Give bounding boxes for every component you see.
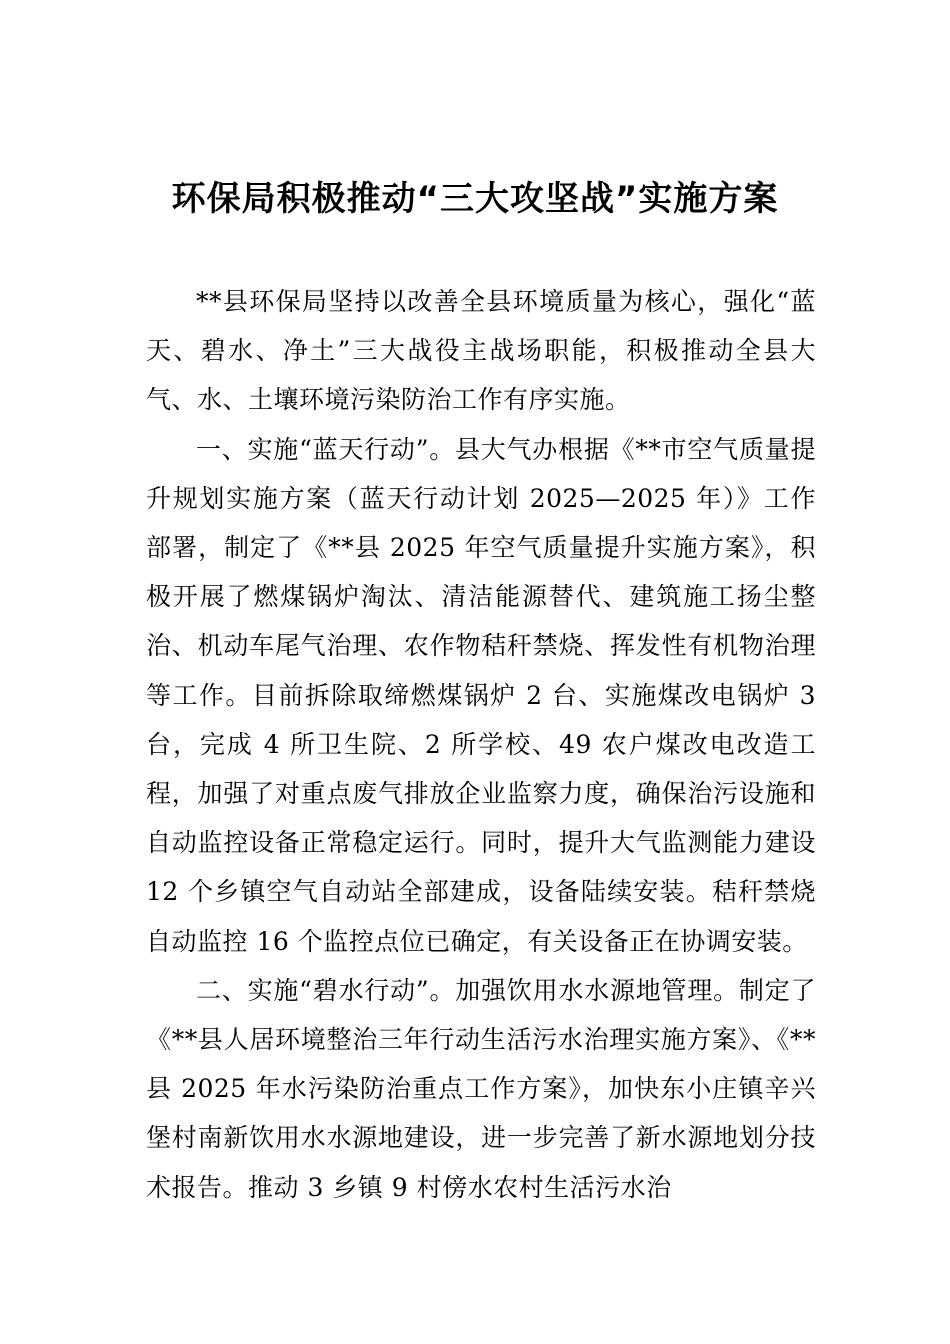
document-title: 环保局积极推动“三大攻坚战”实施方案 [171,179,779,219]
paragraph-clear-water: 二、实施“碧水行动”。加强饮用水水源地管理。制定了《**县人居环境整治三年行动生活污水治理实施方案》、《**县 2025 年水污染防治重点工作方案》，加快东小庄镇辛兴堡村南新饮用水水源地建设，进一步完善了新水源地划分技术报告。推动 3 乡镇 9 村傍水农村生活污水治 [146,975,816,1202]
document-body [146,277,816,1212]
paragraph-intro: **县环保局坚持以改善全县环境质量为核心，强化“蓝天、碧水、净土”三大战役主战场职能，积极推动全县大气、水、土壤环境污染防治工作有序实施。 [146,287,816,415]
paragraph-blue-sky: 一、实施“蓝天行动”。县大气办根据《**市空气质量提升规划实施方案（蓝天行动计划 2025—2025 年）》工作部署，制定了《**县 2025 年空气质量提升实施方案》，积极开展了燃煤锅炉淘汰、清洁能源替代、建筑施工扬尘整治、机动车尾气治理、农作物秸秆禁烧、挥发性有机物治理等工作。目前拆除取缔燃煤锅炉 2 台、实施煤改电锅炉 3 台，完成 4 所卫生院、2 所学校、49 农户煤改电改造工程，加强了对重点废气排放企业监察力度，确保治污设施和自动监控设备正常稳定运行。同时，提升大气监测能力建设 12 个乡镇空气自动站全部建成，设备陆续安装。秸秆禁烧自动监控 16 个监控点位已确定，有关设备正在协调安装。 [146,434,816,956]
